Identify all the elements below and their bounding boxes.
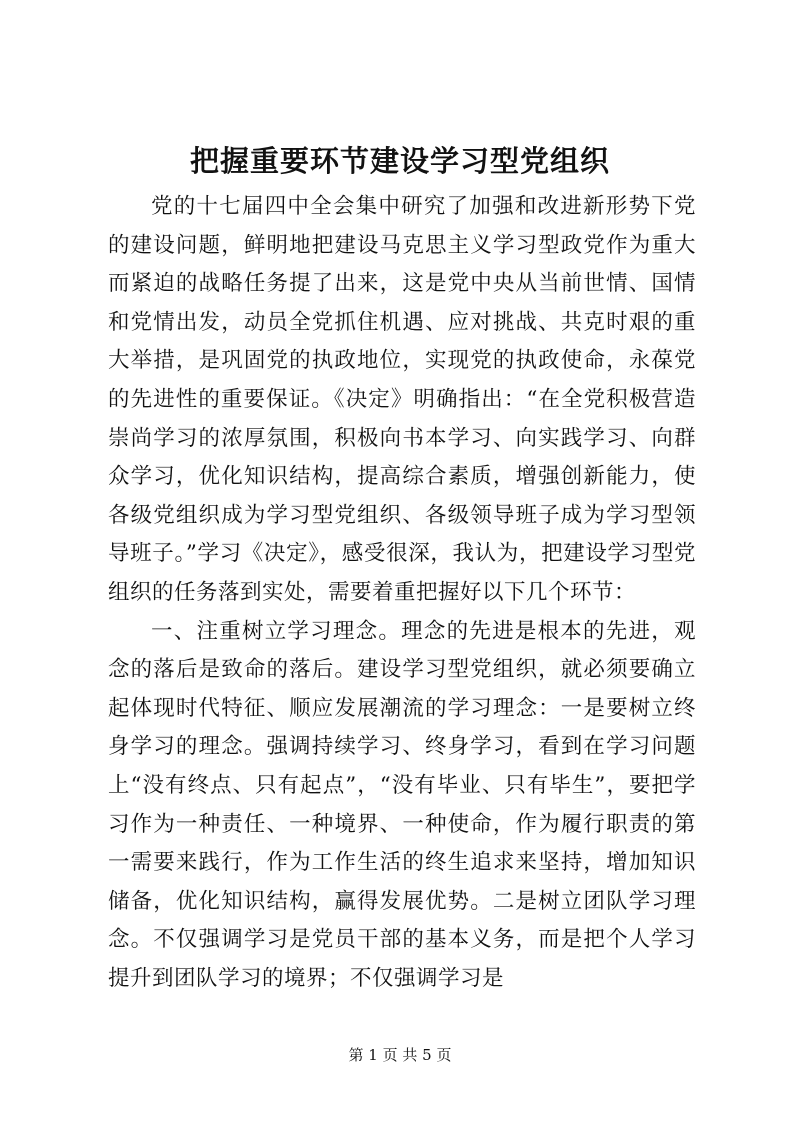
page-footer: 第 1 页 共 5 页: [348, 1046, 452, 1064]
page-title: 把握重要环节建设学习型党组织: [189, 144, 610, 178]
paragraph-intro: 党的十七届四中全会集中研究了加强和改进新形势下党的建设问题，鲜明地把建设马克思主义学习型政党作为重大而紧迫的战略任务提了出来，这是党中央从当前世情、国情和党情出发，动员全党抓住机遇、应对挑战、共克时艰的重大举措，是巩固党的执政地位，实现党的执政使命，永葆党的先进性的重要保证。《决定》明确指出：“在全党积极营造崇尚学习的浓厚氛围，积极向书本学习、向实践学习、向群众学习，优化知识结构，提高综合素质，增强创新能力，使各级党组织成为学习型党组织、各级领导班子成为学习型领导班子。”学习《决定》，感受很深，我认为，把建设学习型党组织的任务落到实处，需要着重把握好以下几个环节：: [108, 194, 696, 605]
paragraph-section-one: 一、注重树立学习理念。理念的先进是根本的先进，观念的落后是致命的落后。建设学习型党组织，就必须要确立起体现时代特征、顺应发展潮流的学习理念：一是要树立终身学习的理念。强调持续学习、终身学习，看到在学习问题上“没有终点、只有起点”，“没有毕业、只有毕生”，要把学习作为一种责任、一种境界、一种使命，作为履行职责的第一需要来践行，作为工作生活的终生追求来坚持，增加知识储备，优化知识结构，赢得发展优势。二是树立团队学习理念。不仅强调学习是党员干部的基本义务，而是把个人学习提升到团队学习的境界；不仅强调学习是: [108, 618, 696, 991]
document-body: [108, 188, 696, 998]
